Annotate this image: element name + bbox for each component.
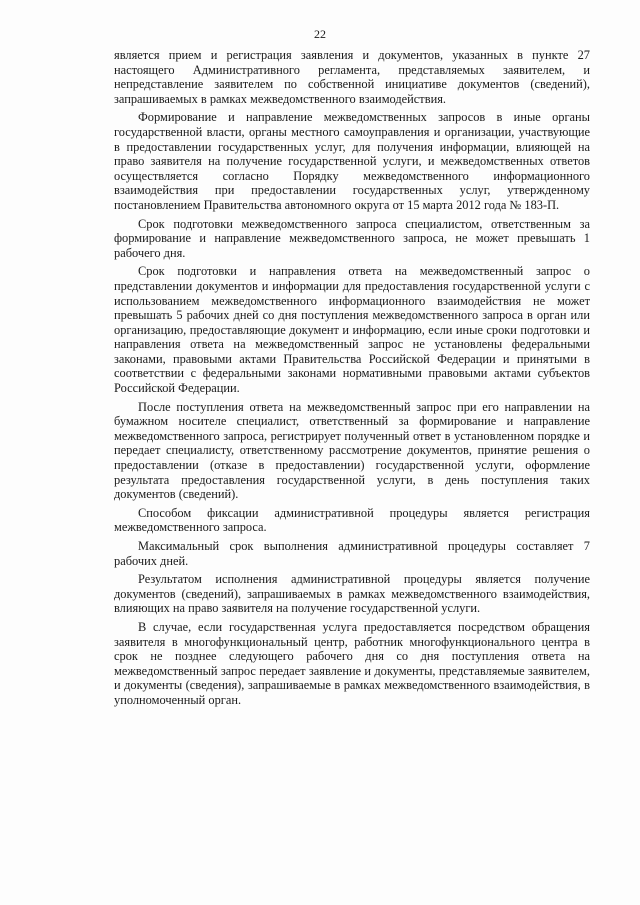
- paragraph: Срок подготовки межведомственного запроса специалистом, ответственным за формирование и направление межведомственного запроса, не может превышать 1 рабочего дня.: [114, 216, 590, 260]
- paragraph: Способом фиксации административной процедуры является регистрация межведомственного запроса.: [114, 505, 590, 535]
- document-body: [114, 48, 590, 712]
- paragraph: После поступления ответа на межведомственный запрос при его направлении на бумажном носителе специалист, ответственный за формирование и направление межведомственного запроса, регистрирует полученный ответ в установленном порядке и передает специалисту, ответственному рассмотрение документов, принятие решения о предоставлении (отказе в предоставлении) государственной услуги, оформление результата предоставления государственной услуги, в день поступления таких документов (сведений).: [114, 399, 590, 502]
- paragraph: Формирование и направление межведомственных запросов в иные органы государственной власти, органы местного самоуправления и организации, участвующие в предоставлении государственных услуг, для получения информации, влияющей на право заявителя на получение государственной услуги, и межведомственных ответов осуществляется согласно Порядку межведомственного информационного взаимодействия при предоставлении государственных услуг, утвержденному постановлением Правительства автономного округа от 15 марта 2012 года № 183-П.: [114, 110, 590, 212]
- paragraph: Максимальный срок выполнения административной процедуры составляет 7 рабочих дней.: [114, 539, 590, 568]
- paragraph: Срок подготовки и направления ответа на межведомственный запрос о представлении документов и информации для предоставления государственной услуги с использованием межведомственного информационного взаимодействия не может превышать 5 рабочих дней со дня поступления межведомственного запроса в орган или организацию, предоставляющие документ и информацию, если иные сроки подготовки и направления ответа на межведомственный запрос не установлены федеральными законами, правовыми актами Правительства Российской Федерации и принятыми в соответствии с федеральными законами нормативными правовыми актами субъектов Российской Федерации.: [114, 264, 590, 396]
- page-number: 22: [314, 27, 326, 41]
- paragraph: является прием и регистрация заявления и документов, указанных в пункте 27 настоящего Административного регламента, представляемых заявителем, и непредставление заявителем по собственной инициативе документов (сведений), запрашиваемых в рамках межведомственного взаимодействия.: [114, 48, 590, 106]
- paragraph: В случае, если государственная услуга предоставляется посредством обращения заявителя в многофункциональный центр, работник многофункционального центра в срок не позднее следующего рабочего дня со дня поступления ответа на межведомственный запрос передает заявление и документы, представляемые заявителем, и документы (сведения), запрашиваемые в рамках межведомственного взаимодействия, в уполномоченный орган.: [114, 619, 590, 707]
- paragraph: Результатом исполнения административной процедуры является получение документов (сведений), запрашиваемых в рамках межведомственного взаимодействия, влияющих на право заявителя на получение государственной услуги.: [114, 572, 590, 616]
